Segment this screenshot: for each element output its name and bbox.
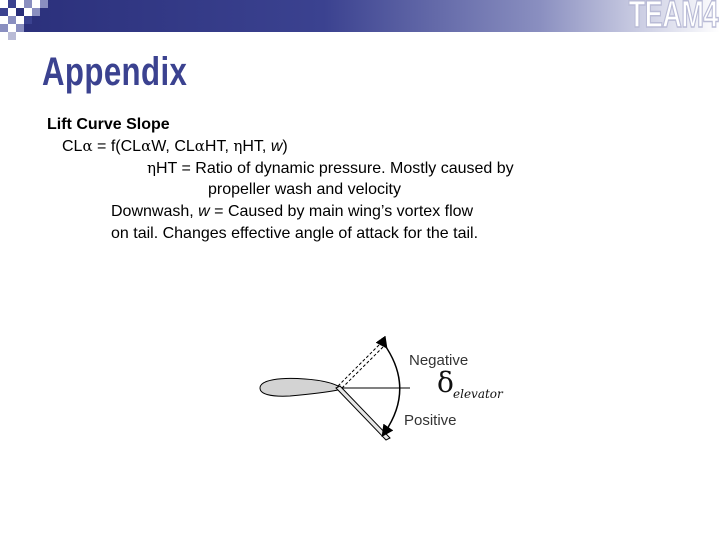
section-heading: Lift Curve Slope: [47, 116, 170, 133]
delta-symbol: δ: [437, 366, 454, 399]
alpha-symbol: α: [141, 137, 152, 155]
eta-definition-text: HT = Ratio of dynamic pressure. Mostly caused by: [156, 160, 514, 177]
eta-symbol: η: [233, 137, 243, 155]
formula-line: [62, 137, 288, 156]
positive-label: Positive: [404, 412, 457, 429]
formula-w-var: w: [270, 138, 283, 155]
formula-eq: = f(CL: [92, 138, 142, 155]
airfoil-shape: [260, 378, 338, 396]
formula-ht2: HT,: [242, 138, 271, 155]
negative-deflection-line-2: [342, 344, 386, 388]
downwash-definition: [111, 203, 473, 221]
downwash-var: w: [198, 203, 210, 220]
negative-deflection-line: [338, 342, 382, 386]
formula-w: W, CL: [151, 138, 195, 155]
formula-cl: CL: [62, 138, 83, 155]
downwash-prefix: Downwash,: [111, 203, 199, 220]
team-logo: TEAM4: [628, 0, 718, 36]
formula-close: ): [282, 138, 288, 155]
checker-decoration: [0, 0, 56, 48]
header-bar: [0, 0, 720, 32]
elevator-surface: [336, 386, 390, 440]
downwash-definition-cont: on tail. Changes effective angle of attack for the tail.: [111, 225, 479, 242]
eta-symbol: η: [147, 159, 156, 177]
page-title: Appendix: [42, 50, 188, 94]
downwash-text: = Caused by main wing’s vortex flow: [209, 203, 474, 220]
formula-ht: HT,: [204, 138, 234, 155]
eta-definition-cont: propeller wash and velocity: [208, 181, 401, 198]
alpha-symbol: α: [82, 137, 93, 155]
eta-definition: [147, 159, 514, 178]
elevator-diagram: [250, 330, 530, 450]
delta-subscript: elevator: [453, 387, 503, 401]
negative-label: Negative: [409, 352, 469, 369]
alpha-symbol: α: [194, 137, 205, 155]
